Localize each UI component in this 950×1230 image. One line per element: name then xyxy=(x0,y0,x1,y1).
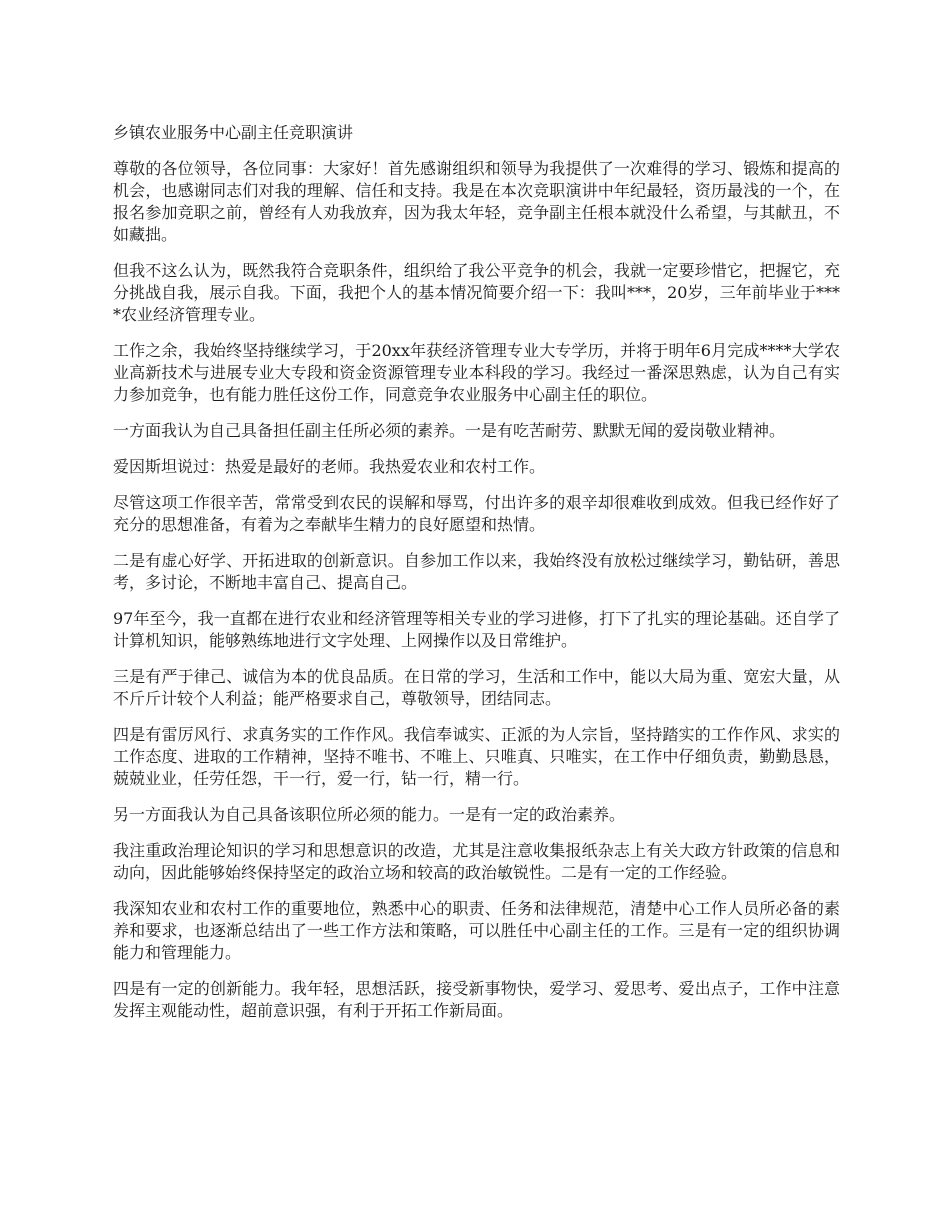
paragraph-14: 四是有一定的创新能力。我年轻，思想活跃，接受新事物快，爱学习、爱思考、爱出点子，工作中注意发挥主观能动性，超前意识强，有利于开拓工作新局面。 xyxy=(113,979,840,1020)
document-title: 乡镇农业服务中心副主任竞职演讲 xyxy=(113,123,354,142)
paragraph-4: 一方面我认为自己具备担任副主任所必须的素养。一是有吃苦耐劳、默默无闻的爱岗敬业精神。 xyxy=(113,421,786,440)
paragraph-10: 四是有雷厉风行、求真务实的工作作风。我信奉诚实、正派的为人宗旨，坚持踏实的工作作风、求实的工作态度、进取的工作精神，坚持不唯书、不唯上、只唯真、只唯实，在工作中仔细负责，勤勤恳恳，兢兢业业，任劳任怨，干一行，爱一行，钻一行，精一行。 xyxy=(113,725,840,788)
paragraph-7: 二是有虚心好学、开拓进取的创新意识。自参加工作以来，我始终没有放松过继续学习，勤钻研，善思考，多讨论，不断地丰富自己、提高自己。 xyxy=(113,551,840,592)
paragraph-9: 三是有严于律己、诚信为本的优良品质。在日常的学习，生活和工作中，能以大局为重、宽宏大量，从不斤斤计较个人利益；能严格要求自己，尊敬领导，团结同志。 xyxy=(113,667,840,708)
paragraph-6: 尽管这项工作很辛苦，常常受到农民的误解和辱骂，付出许多的艰辛却很难收到成效。但我已经作好了充分的思想准备，有着为之奉献毕生精力的良好愿望和热情。 xyxy=(113,493,840,534)
paragraph-8: 97年至今，我一直都在进行农业和经济管理等相关专业的学习进修，打下了扎实的理论基础。还自学了计算机知识，能够熟练地进行文字处理、上网操作以及日常维护。 xyxy=(113,609,840,650)
paragraph-12: 我注重政治理论知识的学习和思想意识的改造，尤其是注意收集报纸杂志上有关大政方针政策的信息和动向，因此能够始终保持坚定的政治立场和较高的政治敏锐性。二是有一定的工作经验。 xyxy=(113,841,840,882)
paragraph-1: 尊敬的各位领导，各位同事：大家好！首先感谢组织和领导为我提供了一次难得的学习、锻炼和提高的机会，也感谢同志们对我的理解、信任和支持。我是在本次竞职演讲中年纪最轻，资历最浅的一个，在报名参加竞职之前，曾经有人劝我放弃，因为我太年轻，竞争副主任根本就没什么希望，与其献丑，不如藏拙。 xyxy=(113,159,840,244)
paragraph-11: 另一方面我认为自己具备该职位所必须的能力。一是有一定的政治素养。 xyxy=(113,805,626,824)
paragraph-13: 我深知农业和农村工作的重要地位，熟悉中心的职责、任务和法律规范，清楚中心工作人员所必备的素养和要求，也逐渐总结出了一些工作方法和策略，可以胜任中心副主任的工作。三是有一定的组织协调能力和管理能力。 xyxy=(113,899,840,962)
paragraph-3: 工作之余，我始终坚持继续学习，于20xx年获经济管理专业大专学历，并将于明年6月完成****大学农业高新技术与进展专业大专段和资金资源管理专业本科段的学习。我经过一番深思熟虑，认为自己有实力参加竞争，也有能力胜任这份工作，同意竞争农业服务中心副主任的职位。 xyxy=(113,341,840,404)
paragraph-5: 爱因斯坦说过：热爱是最好的老师。我热爱农业和农村工作。 xyxy=(113,457,546,476)
paragraph-2: 但我不这么认为，既然我符合竞职条件，组织给了我公平竞争的机会，我就一定要珍惜它，把握它，充分挑战自我，展示自我。下面，我把个人的基本情况简要介绍一下：我叫***，20岁，三年前毕业于****农业经济管理专业。 xyxy=(113,261,840,324)
document-page xyxy=(113,122,840,1036)
